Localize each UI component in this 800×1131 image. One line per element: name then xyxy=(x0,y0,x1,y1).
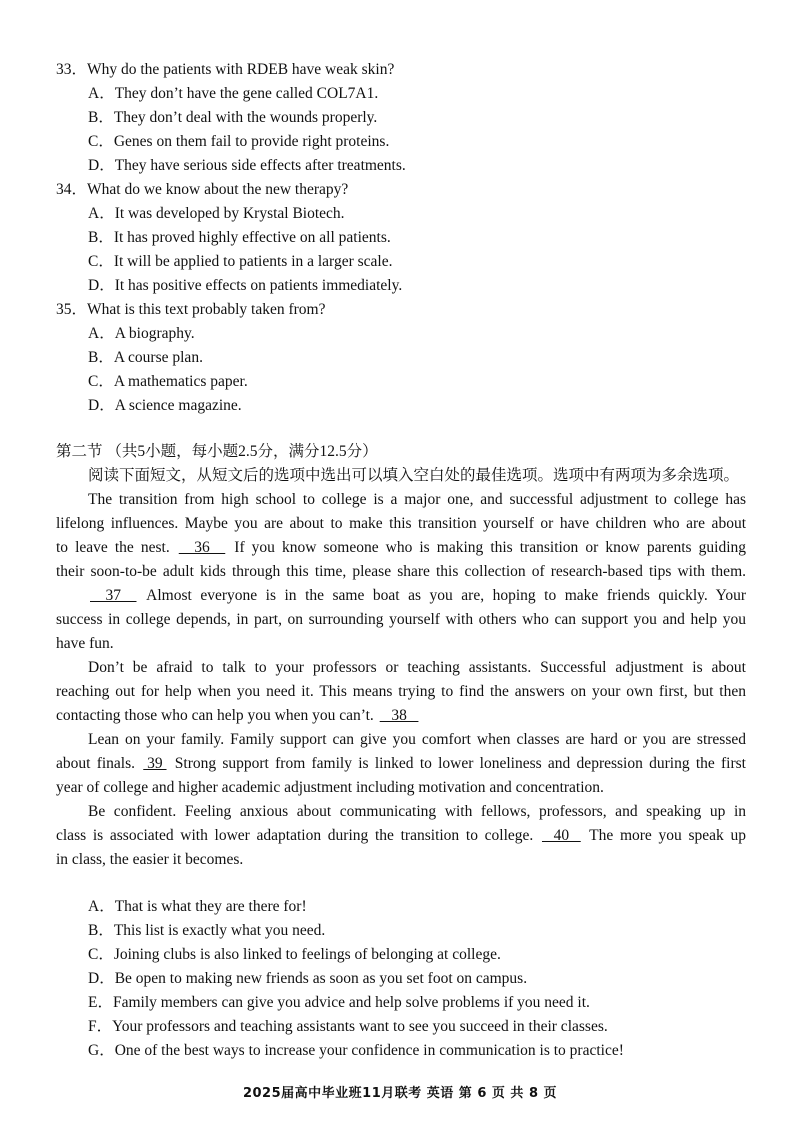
passage-text: If you know someone who is making this transition or know parents guiding xyxy=(227,539,746,556)
answer-option: B．It has proved highly effective on all patients. xyxy=(88,229,391,246)
passage-line xyxy=(56,776,746,800)
passage-text: to leave the nest. xyxy=(56,539,177,556)
passage-text: have fun. xyxy=(56,635,114,652)
choice-option: F．Your professors and teaching assistants want to see you succeed in their classes. xyxy=(88,1018,608,1035)
answer-option: A．They don’t have the gene called COL7A1. xyxy=(88,85,379,102)
answer-option: A．It was developed by Krystal Biotech. xyxy=(88,205,345,222)
passage-text: contacting those who can help you when you can’t. xyxy=(56,707,378,724)
passage-line xyxy=(56,680,746,704)
answer-blank: 39 xyxy=(143,755,167,772)
answer-blank: 37 xyxy=(90,587,137,604)
answer-option: C．It will be applied to patients in a larger scale. xyxy=(88,253,393,270)
passage-line xyxy=(88,584,746,608)
answer-blank: 38 xyxy=(379,707,419,724)
passage-text: reaching out for help when you need it. This means trying to find the answers on your own first, but then xyxy=(56,683,746,700)
passage-text: in class, the easier it becomes. xyxy=(56,851,244,868)
passage-text: The more you speak up xyxy=(582,827,746,844)
passage-line xyxy=(56,608,746,632)
passage-text: The transition from high school to college is a major one, and successful adjustment to college has xyxy=(88,491,746,508)
answer-option: C．A mathematics paper. xyxy=(88,373,248,390)
answer-option: C．Genes on them fail to provide right proteins. xyxy=(88,133,390,150)
passage-line xyxy=(56,632,746,656)
passage-line xyxy=(88,656,746,680)
answer-option: D．They have serious side effects after treatments. xyxy=(88,157,406,174)
choice-option: C．Joining clubs is also linked to feelings of belonging at college. xyxy=(88,946,501,963)
question-stem: 35．What is this text probably taken from? xyxy=(56,301,326,318)
choice-option: D．Be open to making new friends as soon as you set foot on campus. xyxy=(88,970,528,987)
choice-option: G．One of the best ways to increase your confidence in communication is to practice! xyxy=(88,1042,624,1059)
passage-line xyxy=(56,848,746,872)
passage-text: class is associated with lower adaptation during the transition to college. xyxy=(56,827,540,844)
passage-text: about finals. xyxy=(56,755,142,772)
passage-line xyxy=(56,536,746,560)
passage-text: Don’t be afraid to talk to your professors or teaching assistants. Successful adjustment is about xyxy=(88,659,746,676)
answer-blank: 40 xyxy=(541,827,581,844)
passage-text: Lean on your family. Family support can give you comfort when classes are hard or you are stressed xyxy=(88,731,746,748)
passage-text: lifelong influences. Maybe you are about to make this transition yourself or have children who are about xyxy=(56,515,746,532)
passage-text: year of college and higher academic adjustment including motivation and concentration. xyxy=(56,779,604,796)
passage-line xyxy=(88,800,746,824)
passage-line xyxy=(88,488,746,512)
passage-line xyxy=(88,728,746,752)
passage-text: Be confident. Feeling anxious about communicating with fellows, professors, and speaking up in xyxy=(88,803,746,820)
choice-option: B．This list is exactly what you need. xyxy=(88,922,326,939)
passage-text: their soon-to-be adult kids through this time, please share this collection of research-based tips with them. xyxy=(56,563,746,580)
page-footer: 2025届高中毕业班11月联考 英语 第 6 页 共 8 页 xyxy=(242,1086,558,1101)
section-instruction: 阅读下面短文，从短文后的选项中选出可以填入空白处的最佳选项。选项中有两项为多余选项。 xyxy=(88,467,740,484)
passage-line xyxy=(56,704,746,728)
passage-line xyxy=(56,560,746,584)
answer-blank: 36 xyxy=(178,539,226,556)
answer-option: D．It has positive effects on patients immediately. xyxy=(88,277,403,294)
answer-option: A．A biography. xyxy=(88,325,195,342)
passage-text: success in college depends, in part, on surrounding yourself with others who can support you and help you xyxy=(56,611,746,628)
question-stem: 33．Why do the patients with RDEB have weak skin? xyxy=(56,61,395,78)
answer-option: D．A science magazine. xyxy=(88,397,242,414)
section-title: 第二节 （共5小题，每小题2.5分，满分12.5分） xyxy=(56,443,378,460)
passage-line xyxy=(56,752,746,776)
answer-option: B．They don’t deal with the wounds properly. xyxy=(88,109,378,126)
passage-text: Almost everyone is in the same boat as you are, hoping to make friends quickly. Your xyxy=(138,587,746,604)
passage-line xyxy=(56,512,746,536)
answer-option: B．A course plan. xyxy=(88,349,203,366)
passage-line xyxy=(56,824,746,848)
passage-text: Strong support from family is linked to lower loneliness and depression during the first xyxy=(168,755,746,772)
question-stem: 34．What do we know about the new therapy? xyxy=(56,181,349,198)
choice-option: E．Family members can give you advice and help solve problems if you need it. xyxy=(88,994,590,1011)
choice-option: A．That is what they are there for! xyxy=(88,898,307,915)
